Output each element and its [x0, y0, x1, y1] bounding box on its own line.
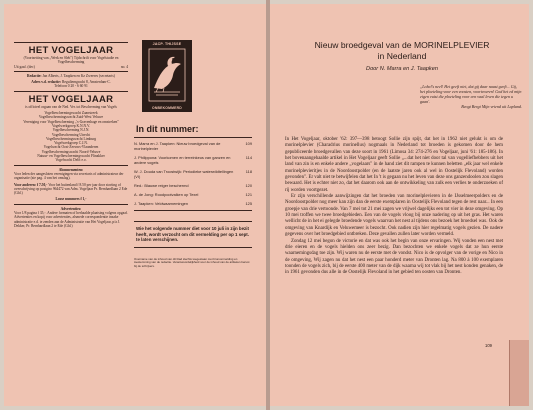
organization-item: Vogelwacht Oost-Zeeuws-Vlaanderen: [43, 145, 99, 150]
table-of-contents: [134, 141, 252, 206]
bird-emblem-icon: [148, 48, 186, 102]
editorial-address: Regulierngracht 8, Amsterdam-C.: [62, 80, 111, 85]
logo-top-text: JACP. THIJSSE: [152, 42, 182, 46]
article-paragraph: In Het Vogeljaar, oktober '62: 397—398 betoogt Sollie zijn spijt, dat het in 1962 niet gelukt is om de morinelplevier (Charadrius morinellus) nogmaals in Nederland tot broeden is gekomen door de hem gepubliceerde broedgevallen van deze soort in 1961 (Limosa 34: 274-276 en Vogeljaar, juni '61: 185-186). In het bovenaangehaalde artikel in Het Vogeljaar geeft Sollie „...dat het niet door tal van vogelliefhebbers uit het land van zin is en enkele andere „vogelaars" in de hand ziet dit rampen te kunnen beletten „elk jaar wel enkele morinelplevieritjes in de Noordoostpolder (en de laatste jaren ook al wel in Oostelijk Flevoland) worden gevonden". Er valt niet te betwijfelen dat het In 't is gegaan nu het leven van deze ons ganzendoolen zou slagen bewaard. Het is echter niet zo, dat het daarom ook aan de ontwikkeling van zulk een verlies te onderzoeken of rij worden voortgezet.: [285, 137, 503, 193]
article-byline: Door N. Marra en J. Taapken: [366, 66, 438, 72]
divider: [14, 204, 128, 205]
delivery-notice: Wie het volgende nummer diet voor 10 juli in zijn bezit heeft, wordt verzocht om dit vermelding per op 1 sept. te laten verschijnen.: [134, 221, 252, 248]
article-paragraph: Zondag 12 mei begon de victorie en dat was ook het begin van onze ervaringen. Wij vonden een nest met drie eieren en de vogels hielden ons zeer bezig. Dan bezochten we enkele vogels dat ze hun eerste waarnemingsdag toe zijn. Wij waren nu de eerste met de vondst. Nico is de opvolger van de vorige en Nico in de omgeving, Wij zagen nu dat het nest een paar honderd meter van Dronten lag. Na 800 à 100 exemplaren toonden de vogels zich, bij de eerste 400 meter van de dijk waarna wij tot vlak bij het nest konden genaken, de in 1961 gevonden dus alle in de Oostelijk Flevoland in het gebied ten oosten van Dronten.: [285, 238, 503, 276]
organization-item: Vereniging voor Vogelbescherming „'s-Gravenhage en omstreken": [23, 119, 119, 124]
individuals-text: Voor het buitenland f 8.50 per jaar door storting of overschrijving op postgiro 964472 van Adm. Vogeljaar Pr. Bernhardlaan 2 Ede (Gld.): [14, 182, 128, 196]
ads-text: Voor 1/8 pagina f 35,-. Andere formaten of herhaalde plaatsing volgens opgaaf. Advertenties en kopij voor advertenties, alsmede correspondentie inzake administratie e.d. te zenden aan de Administratie van Het Vogeljaar, p/a J. Dekker, Pr. Bernhardlaan 2 te Ede (Gld.): [14, 211, 128, 228]
organization-item: Vogelbescherming Utrecht: [51, 132, 91, 137]
organization-item: Natuur- en Vogelbeschermingswacht Flinakker: [37, 154, 105, 159]
toc-item-page: 120: [245, 183, 252, 188]
editorial-address-label: Adres v.d. redactie:: [31, 80, 62, 85]
organization-item: Vogelbeschermingswacht Zaanstreek: [44, 111, 98, 116]
article-title-line2: in Nederland: [377, 51, 427, 61]
subscriptions-text: Voor leden der aangesloten verenigingen via secretaris of administrateur der organisatie (zie pag. 4 van het omslag).: [14, 171, 124, 181]
editors: Jan Alberts, J. Taapken en Kz Zweeres (secretaris): [42, 73, 115, 78]
divider: [14, 165, 128, 166]
organization-item: Vogelbeschermingswacht Limburg: [45, 136, 97, 141]
organization-item: Vogelwerkgroep C.J.N.: [54, 141, 88, 146]
issue-number: no. 4: [120, 64, 128, 69]
organization-item: Vogelbeschermingswacht Noord-Veluwe: [41, 149, 101, 154]
masthead-subtitle: (Voortzetting van „Werk en Sleb") Tijdschrift voor Vogelstudie en Vogelbescherming: [23, 56, 119, 65]
page-number: 109: [485, 343, 492, 348]
organization-item: Vogelbescherming N.J.N.: [52, 128, 90, 133]
organization-item: Vogelwacht Delft e.o.: [55, 158, 87, 163]
toc-item[interactable]: [134, 169, 252, 179]
divider: [14, 91, 128, 92]
toc-item-title: N. Marra en J. Taapken: Nieuw broedgeval van de morinelplevier: [134, 141, 221, 151]
masthead-title-secondary: HET VOGELJAAR: [28, 93, 114, 105]
toc-item-page: 125: [245, 201, 252, 206]
toc-item-page: 118: [245, 169, 252, 174]
divider: [14, 71, 128, 72]
toc-item[interactable]: [134, 192, 252, 197]
copyright-footnote: Overname van de inhoud van dit blad slechts toegestaan met bronvermelding en toestemming van de redactie. Verantwoordelijkheid voor de inhoud van de artikelen berust bij de schrijvers.: [134, 256, 250, 268]
toc-item-page: 121: [245, 192, 252, 197]
toc-item-page: 109: [245, 141, 252, 146]
issue-row: [14, 65, 128, 69]
toc-item[interactable]: [134, 183, 252, 188]
divider: [134, 210, 252, 211]
phone: Telefoon 0 20 - 6 60 91: [54, 84, 88, 89]
toc-item-title: Red.: Blauwe reiger beschermd: [134, 183, 189, 188]
ads-label: Advertenties:: [60, 206, 82, 211]
toc-item-page: 114: [245, 155, 252, 160]
article-title: [295, 40, 509, 62]
toc-item[interactable]: [134, 141, 252, 151]
divider: [14, 42, 128, 43]
volume-label: Uit gaaf. (dec): [14, 64, 35, 69]
toc-item-title: W. J. Douda van Troostwijk: Periodieke waterwildtellingen (VI): [134, 169, 234, 179]
epigraph-attribution: Beogt Bergt Mijn vriend uit Lapland.: [461, 104, 522, 109]
masthead: [14, 40, 128, 230]
article-body: [285, 137, 503, 277]
article-paragraph: Er zijn verschillende aanwijzingen dat het broeden van morinelplevieren in de IJsselmeerpolders en de Noordoostpolder nog meer kan zijn dan de eerste exemplaren in Oostelijk Flevoland tegen de rest naar... In een groepje van drie vertoonde. Van 7 mei tot 21 mei zagen we vrijwel dagelijks een tot vier in deze omgeving. Op 10 mei troffen we twee broedgebieden. Een van de vogels vloog bij onze nadering op uit het gras. Het waren wellicht de in het ei gelegde broedende vogels waarvan het nest al tijdens ons bezoek het broedsel was. Ook de omgeving van Knardijk en Veluwemeer is bezocht. Ook nadien zijn hier regelmatig vogels gezien. De nadere gegevens over het broedgebied ontbreken. Deze gevallen zullen later worden vermeld.: [285, 194, 503, 238]
subscriptions-label: Abonnementen:: [58, 167, 84, 172]
page-edge-tab: [509, 340, 529, 406]
publisher-logo: [142, 40, 192, 112]
epigraph-text: „Lobel's neel! Het geeft niet, dat gij daar naast geeft... Gij, het ploeteling voor een voosten, voortvoeren! God het ed mijn eigen vuist die ploeteling voor een vaal leven die tegen u gaan'.: [420, 84, 522, 104]
organ-intro: is officieel orgaan van de Ned. Ver. tot Bescherming van Vogels: [25, 104, 117, 109]
toc-item[interactable]: [134, 201, 252, 206]
article-title-line1: Nieuw broedgeval van de MORINELPLEVIER: [314, 40, 490, 50]
editors-label: Redactie:: [27, 73, 42, 78]
toc-item[interactable]: [134, 155, 252, 165]
toc-heading: In dit nummer:: [136, 124, 199, 134]
contents-column: [134, 40, 254, 269]
organization-list: [14, 111, 128, 163]
divider: [134, 137, 252, 138]
toc-item-title: J. Philippona: Voorkomen en terreinkeus van ganzen en andere vogels: [134, 155, 231, 165]
toc-item-title: A. de Jong: Roodpootvalken op Texel: [134, 192, 199, 197]
epigraph: [420, 84, 522, 109]
toc-item-title: J. Taapken: Veldwaarnemingen: [134, 201, 188, 206]
organization-item: Vogelbeschermingswacht Zuid-West Veluwe: [38, 115, 104, 120]
individuals-label: Voor anderen: f 7.50,-: [14, 182, 48, 187]
logo-bottom-text: ONBEKOMMERD: [152, 106, 182, 110]
single-issue-price: Losse nummers f 1,-: [55, 197, 87, 202]
organization-item: Vogelwerkgroep K.N.N.V.: [51, 123, 91, 128]
masthead-title: HET VOGELJAAR: [28, 45, 114, 56]
